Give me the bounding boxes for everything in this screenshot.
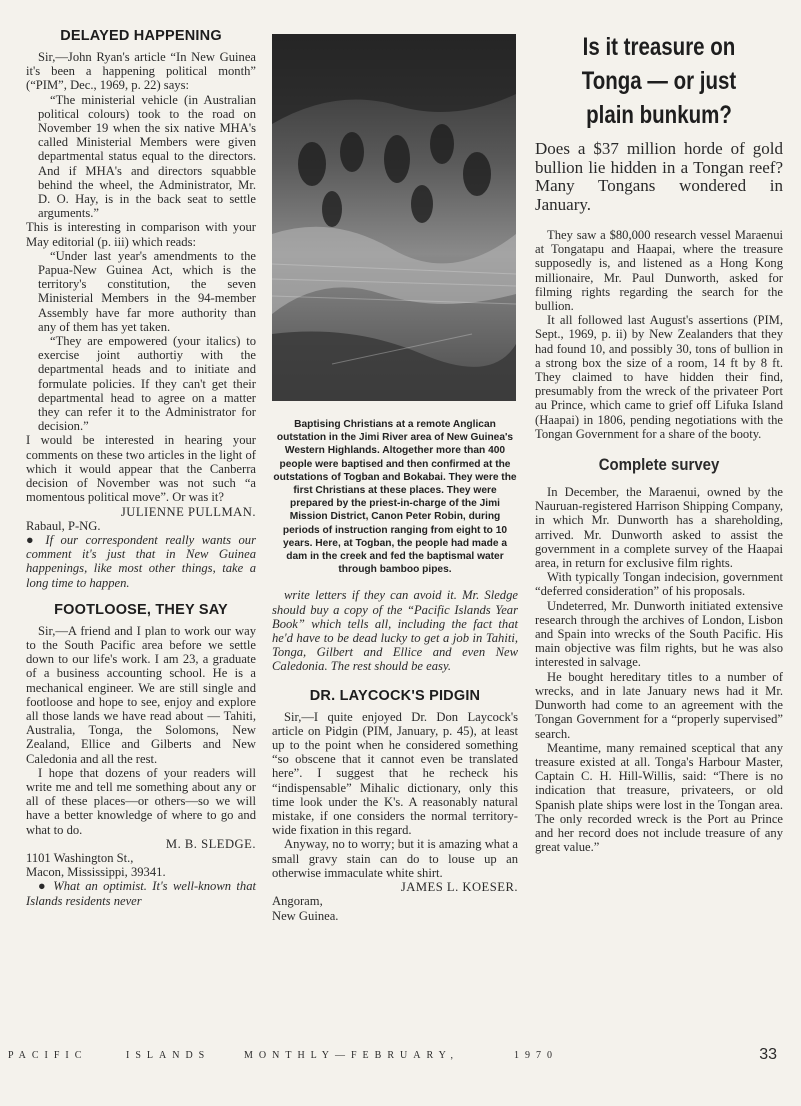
letter-paragraph: Sir,—John Ryan's article “In New Guinea it's been a happening political month” (“PIM”, Dec., 1969, p. 22) says: [26, 50, 256, 93]
letters-column-left [26, 28, 256, 908]
letter-paragraph: I hope that dozens of your readers will write me and tell me something about any or all of these places—or others—so we will have a better knowledge of where to go and what to do. [26, 765, 256, 837]
letter-signature: JAMES L. KOESER. [400, 880, 518, 895]
article-paragraph: Undeterred, Mr. Dunworth initiated extensive research through the archives of London, Lisbon and Spain into wrecks of the South Pacific. His main objective was film rights, but he was also interested in salvage. [535, 598, 783, 670]
tonga-article-column [535, 28, 783, 854]
article-paragraph: They saw a $80,000 research vessel Maraenui at Tongatapu and Haapai, where the treasure supposedly is, and listened as a Hong Kong millionaire, Mr. Paul Dunworth, asked for filming rights regarding the search for the bullion. [535, 228, 783, 314]
bullet-icon: ● [38, 879, 54, 894]
letter-paragraph: Sir,—A friend and I plan to work our way to the South Pacific area before we settle down to our life's work. I am 23, a graduate of a business accounting school. He is a mechanical engineer. We are still single and footloose and hope to see, enjoy and explore all those lands we have read about — Tahiti, Australia, Tonga, the Solomons, New Zealand, Ellice and Gilberts and New Caledonia and all the rest. [26, 623, 256, 766]
quote-paragraph: “The ministerial vehicle (in Australian political colours) took to the road on November 19 when the six native MHA's called Ministerial Members were given departmental status equal to the directors. And if MHA's and directors squabble behind the wheel, the Administrator, Mr. D. O. Hay, is in the back seat to settle arguments.” [38, 92, 256, 221]
article-title-line: Tonga — or just [581, 67, 737, 95]
letter-paragraph: Anyway, no to worry; but it is amazing what a small gravy stain can do to louse up an otherwise immaculate white shirt. [272, 837, 518, 880]
article-deck: Does a $37 million horde of gold bullion lie hidden in a Tongan reef? Many Tongans wondered in January. [535, 139, 783, 214]
article-title-line: plain bunkum? [586, 101, 732, 129]
article-subheading: Complete survey [598, 455, 720, 475]
heading-footloose: FOOTLOOSE, THEY SAY [54, 601, 228, 618]
letter-location: Angoram, [272, 894, 323, 909]
heading-laycocks-pidgin: DR. LAYCOCK'S PIDGIN [309, 687, 481, 704]
footer-word: MONTHLY—FEBRUARY, [244, 1050, 459, 1061]
heading-delayed-happening: DELAYED HAPPENING [60, 28, 222, 44]
article-paragraph: Meantime, many remained sceptical that any treasure existed at all. Tonga's Harbour Master, Captain C. H. Hill-Willis, said: “There is no indication that treasure, privateers, or old Spanish plate ships were lost in the Tongan area. The only recorded wreck is the Port au Prince and her record does not include treasure of any great value.” [535, 740, 783, 855]
photo-and-letters-column [272, 28, 518, 923]
editor-note-text: What an optimist. It's well-known that Islands residents never [26, 879, 256, 908]
photo-image [272, 34, 516, 401]
article-paragraph: In December, the Maraenui, owned by the Nauruan-registered Harrison Shipping Company, in which Mr. Dunworth has a shareholding, arrived. Mr. Dunworth asked to assist the government in a complete survey of the Haapai area, in return for exclusive film rights. [535, 485, 783, 571]
editor-note-text: If our correspondent really wants our comment it's just that in New Guinea happenings, like most other things, take a long time to happen. [26, 532, 256, 590]
letter-signature: JULIENNE PULLMAN. [120, 504, 256, 519]
photo-caption: Baptising Christians at a remote Anglican outstation in the Jimi River area of New Guinea's Western Highlands. Altogether more than 400 people were baptised and then confirmed at the outstations of Togban and Bokabai. They were the first Christians at these places. They were prepared by the priest-in-charge of the Jimi Mission District, Canon Peter Robin, during periods of instruction ranging from eight to 10 years. Here, at Togban, the people had made a dam in the creek and fed the baptismal water through bamboo pipes. [273, 419, 517, 576]
article-title [557, 30, 760, 132]
letter-address-line: Macon, Mississippi, 39341. [26, 865, 166, 880]
letter-paragraph: This is interesting in comparison with your May editorial (p. iii) which reads: [26, 220, 256, 249]
article-paragraph: With typically Tongan indecision, government “deferred consideration” of his proposals. [535, 570, 783, 599]
article-title-line: Is it treasure on [582, 33, 736, 61]
editor-note [26, 533, 256, 590]
footer-word: ISLANDS [126, 1050, 211, 1061]
article-paragraph: It all followed last August's assertions (PIM, Sept., 1969, p. ii) by New Zealanders that they had found 10, and possibly 30, tons of bullion in a strong box the size of a room, 14 ft by 8 ft. They claimed to have hidden their find, presumably from the wreck of the privateer Port au Prince, which came to grief off Lifuka Island (Haapai) in 1806, pending negotiations with the Tongan Government for a share of the booty. [535, 313, 783, 441]
quote-paragraph: “They are empowered (your italics) to exercise joint authortiy with the departmental heads and to initiate and formulate policies. If they can't get their departmental head to agree on a matter they can refer it to the Administrator for decision.” [38, 334, 256, 434]
editor-note-continued: write letters if they can avoid it. Mr. Sledge should buy a copy of the “Pacific Islands Year Book” which tells all, including the fact that he'd have to be dead lucky to get a job in Tahiti, Tonga, Gilbert and Ellice and even New Caledonia. The rest should be easy. [272, 588, 518, 674]
footer-word: PACIFIC [8, 1050, 88, 1061]
letter-paragraph: I would be interested in hearing your comments on these two articles in the light of which it would appear that the Canberra decision of November was not such “a momentous political move”. Or was it? [26, 433, 256, 505]
editor-note [26, 879, 256, 907]
quote-paragraph: “Under last year's amendments to the Papua-New Guinea Act, which is the territory's constitution, the seven Ministerial Members in the 94-member Assembly have far more authority than any of them has yet taken. [38, 248, 256, 334]
letter-signature: M. B. SLEDGE. [165, 836, 256, 851]
letter-location: New Guinea. [272, 908, 339, 923]
page-number: 33 [759, 1046, 777, 1063]
baptism-photo [272, 34, 516, 401]
bullet-icon: ● [26, 532, 46, 547]
letter-location: Rabaul, P-NG. [26, 518, 101, 533]
article-paragraph: He bought hereditary titles to a number of wrecks, and in late January news had it Mr. Dunworth had come to an agreement with the Tongan Government for a “properly supervised” search. [535, 669, 783, 741]
letter-paragraph: Sir,—I quite enjoyed Dr. Don Laycock's article on Pidgin (PIM, January, p. 45), at least up to the point when he considered something “so obscene that it cannot even be translated here”. I suggest that he recheck his “indispensable” Mihalic dictionary, only this time look under the K's. A reasonably natural mistake, if one considers the normal territory-wide fixation in this regard. [272, 709, 518, 838]
footer-word: 1970 [514, 1050, 558, 1061]
letter-address-line: 1101 Washington St., [26, 850, 134, 865]
